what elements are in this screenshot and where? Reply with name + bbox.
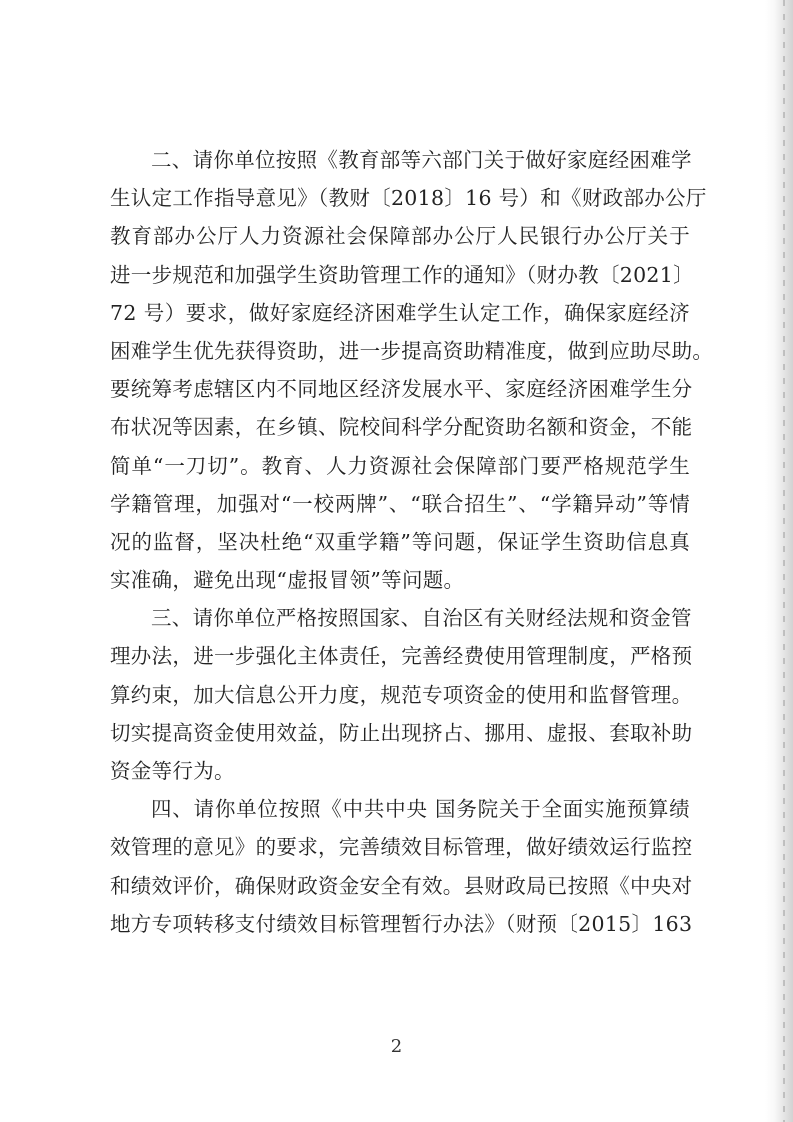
text-line: 生认定工作指导意见》（教财〔2018〕16 号）和《财政部办公厅: [110, 186, 707, 211]
text-line: 况的监督，坚决杜绝“双重学籍”等问题，保证学生资助信息真: [110, 529, 690, 554]
text-line: 地方专项转移支付绩效目标管理暂行办法》（财预〔2015〕163: [110, 911, 693, 936]
document-body: [110, 141, 714, 943]
page-number: 2: [390, 1036, 403, 1057]
text-line: 三、请你单位严格按照国家、自治区有关财经法规和资金管: [151, 606, 692, 631]
text-line: 实准确，避免出现“虚报冒领”等问题。: [110, 568, 465, 593]
text-line: 困难学生优先获得资助，进一步提高资助精准度，做到应助尽助。: [110, 338, 714, 363]
text-line: 进一步规范和加强学生资助管理工作的通知》（财办教〔2021〕: [110, 262, 694, 287]
text-line: 理办法，进一步强化主体责任，完善经费使用管理制度，严格预: [110, 644, 693, 669]
text-line: 二、请你单位按照《教育部等六部门关于做好家庭经困难学: [151, 148, 692, 172]
text-line: 学籍管理，加强对“一校两牌”、“联合招生”、“学籍异动”等情: [110, 491, 690, 516]
text-line: 四、请你单位按照《中共中央 国务院关于全面实施预算绩: [151, 797, 690, 822]
text-line: 72 号）要求，做好家庭经济困难学生认定工作，确保家庭经济: [110, 300, 690, 325]
text-line: 资金等行为。: [110, 759, 235, 783]
text-line: 简单“一刀切”。教育、人力资源社会保障部门要严格规范学生: [110, 453, 690, 478]
paragraph-four: [110, 790, 693, 943]
scan-edge-shadow: [765, 0, 793, 1122]
text-line: 算约束，加大信息公开力度，规范专项资金的使用和监督管理。: [110, 682, 693, 707]
text-line: 要统筹考虑辖区内不同地区经济发展水平、家庭经济困难学生分: [110, 377, 693, 402]
paragraph-two: [110, 141, 714, 599]
text-line: 切实提高资金使用效益，防止出现挤占、挪用、虚报、套取补助: [110, 720, 693, 745]
paragraph-three: [110, 599, 693, 790]
text-line: 和绩效评价，确保财政资金安全有效。县财政局已按照《中央对: [110, 873, 693, 898]
text-line: 教育部办公厅人力资源社会保障部办公厅人民银行办公厅关于: [110, 224, 690, 249]
text-line: 布状况等因素，在乡镇、院校间科学分配资助名额和资金，不能: [110, 415, 693, 440]
scan-edge-mark: [783, 0, 785, 1122]
text-line: 效管理的意见》的要求，完善绩效目标管理，做好绩效运行监控: [110, 835, 693, 860]
